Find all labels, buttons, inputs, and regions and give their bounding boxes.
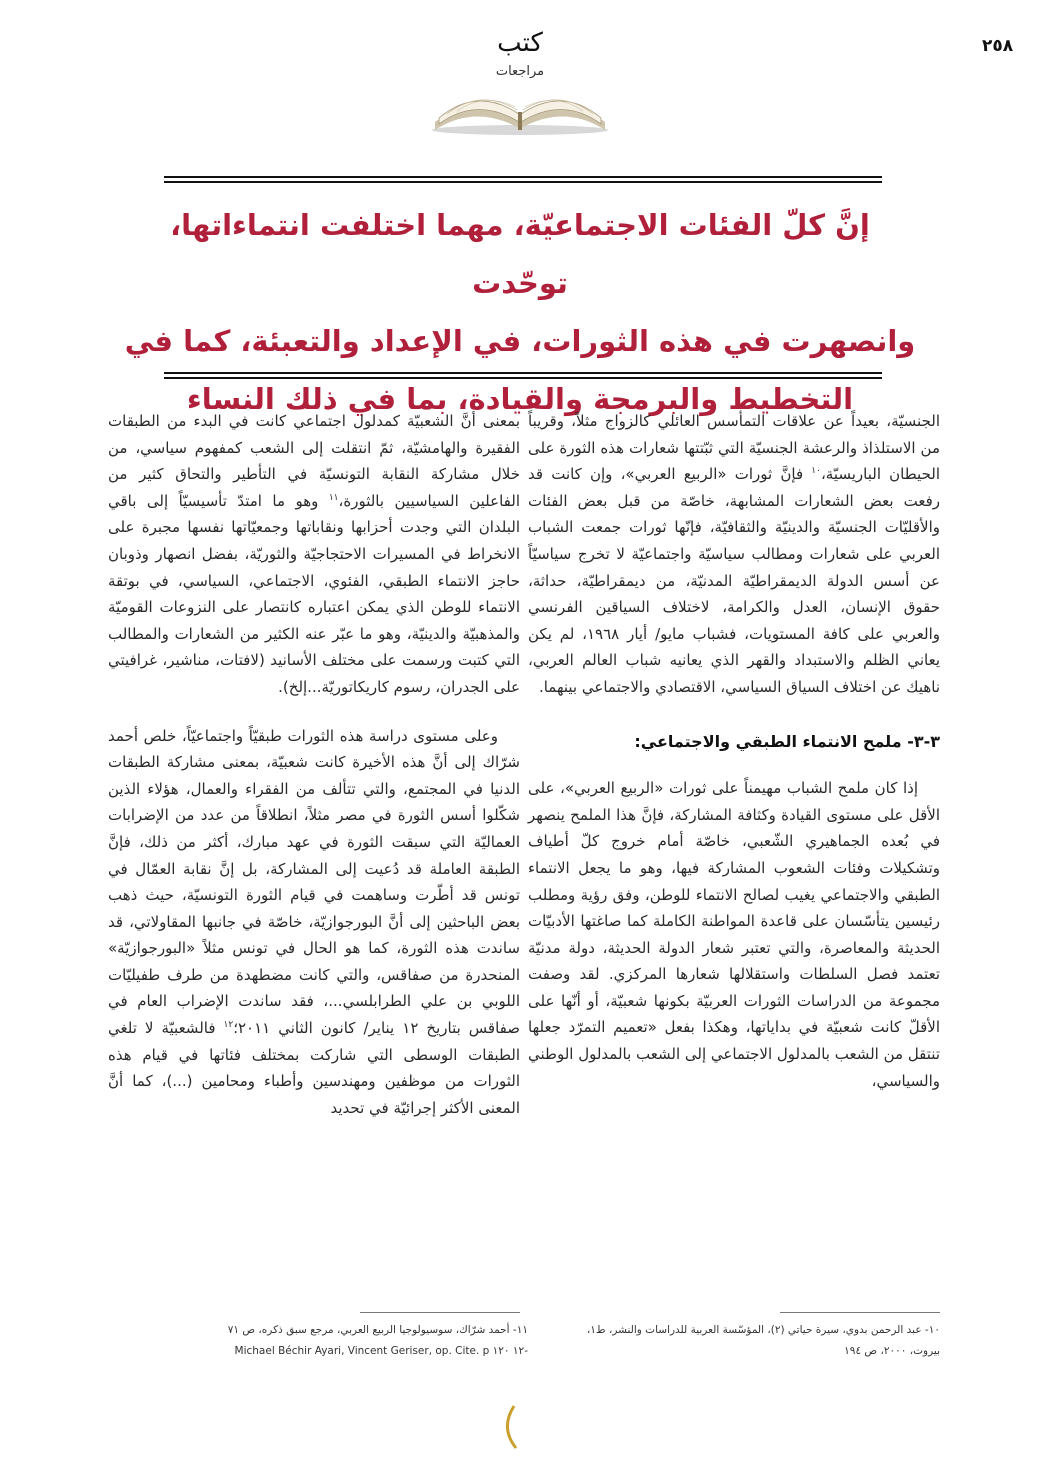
body-paragraph: الجنسيّة، بعيداً عن علاقات التمأسس العائلي كالزواج مثلاً، وقريباً من الاستلذاذ والرعشة الجنسيّة التي ثبّتتها شعارات هذه الثورة على الحيطان الباريسيّة،$^{١٠}$ فإنَّ ثورات «الربيع العربي»، وإن كانت قد رفعت بعض الشعارات المشابهة، خاصّة من قبل بعض الفئات والأقليّات الجنسيّة والدينيّة والثقافيّة، فإنّها ثورات جمعت الشباب العربي على شعارات ومطالب سياسيّة واجتماعيّة لا تخرج سياسيّاً عن أسس الدولة الديمقراطيّة المدنيّة، من ديمقراطيّة، حداثة، حقوق الإنسان، العدل والكرامة، لاختلاف السياقين الفرنسي والعربي على كافة المستويات، فشباب مايو/ أيار ١٩٦٨، لم يكن يعاني الظلم والاستبداد والقهر الذي يعانيه شباب العالم العربي، ناهيك عن اختلاف السياق السياسي، الاقتصادي والاجتماعي بينهما.	[528, 412, 940, 696]
pull-quote	[120, 196, 920, 428]
mid-rule-2	[164, 377, 882, 379]
footnote: ١١- أحمد شرّاك، سوسيولوجيا الربيع العربي، مرجع سبق ذكره، ص ٧١	[227, 1324, 528, 1336]
footnote-ref: ١٢	[223, 1020, 234, 1031]
mid-rule-1	[164, 372, 882, 374]
right-column	[528, 408, 940, 1094]
footnote-rule-right	[780, 1312, 940, 1313]
footnote: بيروت، ٢٠٠٠، ص ١٩٤	[844, 1345, 940, 1357]
footnote-text: Michael Béchir Ayari, Vincent Geriser, op. Cite. p ١٢٠	[234, 1345, 510, 1357]
footnote-ref: ١١	[328, 492, 339, 503]
body-paragraph: بمعنى أنَّ الشعبيّة كمدلول اجتماعي كانت في البدء من الطبقات الفقيرة والهامشيّة، ثمّ انتقلت إلى الشعب كمفهوم سياسي، من خلال مشاركة النقابة التونسيّة في التأطير والتحاق كثير من الفاعلين السياسيين بالثورة،$^{١١}$ وهو ما امتدّ تأسيسيّاً إلى باقي البلدان التي وجدت أحزابها ونقاباتها وجمعيّاتها نفسها مجبرة على الانخراط في المسيرات الاحتجاجيّة والثوريّة، بفضل انصهار وذوبان حاجز الانتماء الطبقي، الفئوي، الاجتماعي، السياسي، في بوتقة الانتماء للوطن الذي يمكن اعتباره كانتصار على النزوعات القوميّة والمذهبيّة والدينيّة، وهو ما عبّر عنه الكثير من الشعارات والمطالب التي كتبت ورسمت على مختلف الأسانيد (لافتات، مناشير، غرافيتي على الجدران، رسوم كاريكاتوريّة...إلخ).	[108, 412, 520, 696]
section-subtitle: مراجعات	[495, 64, 545, 79]
footnote: ١٠- عبد الرحمن بدوي، سيرة حياتي (٢)، المؤسّسة العربية للدراسات والنشر، ط١،	[586, 1324, 940, 1336]
footnote-rule-left	[360, 1312, 520, 1313]
section-title: كتب	[497, 28, 543, 58]
body-paragraph: وعلى مستوى دراسة هذه الثورات طبقيّاً واجتماعيّاً، خلص أحمد شرّاك إلى أنَّ هذه الأخيرة كانت شعبيّة، بمعنى مشاركة الطبقات الدنيا في المجتمع، والتي تتألف من الفقراء والعمال، هؤلاء الذين شكّلوا أسس الثورة في مصر مثلاً، انطلاقاً من عدد من الإضرابات العماليّة التي سبقت الثورة في عهد مبارك، أكثر من ذلك، فإنَّ الطبقة العاملة قد دُعيت إلى المشاركة، بل إنَّ نقابة العمّال في تونس قد أطّرت وساهمت في قيام الثورة التونسيّة، حيث ذهب بعض الباحثين إلى أنَّ البورجوازيّة، خاصّة في جانبها المقاولاتي، قد ساندت هذه الثورة، كما هو الحال في تونس مثلاً «البورجوازيّة» المنحدرة من صفاقس، والتي كانت مضطهدة من طرف طفيليّات اللوبي بن علي الطرابلسي...، فقد ساندت الإضراب العام في صفاقس بتاريخ ١٢ يناير/ كانون الثاني ٢٠١١؛$^{١٢}$ فالشعبيّة لا تلغي الطبقات الوسطى التي شاركت بمختلف فئاتها في قيام هذه الثورات من موظفين ومهندسين وأطباء ومحامين (...)، كما أنَّ المعنى الأكثر إجرائيّة في تحديد	[108, 726, 520, 1117]
left-column	[108, 408, 520, 1121]
top-rule-2	[164, 181, 882, 183]
pull-quote-line: وانصهرت في هذه الثورات، في الإعداد والتعبئة، كما في	[124, 324, 916, 358]
body-paragraph: إذا كان ملمح الشباب مهيمناً على ثورات «الربيع العربي»، على الأقل على مستوى القيادة وكثافة المشاركة، فإنَّ هذا الملمح ينصهر في بُعده الجماهيري الشّعبي، خاصّة أمام خروج كلّ أطياف وتشكيلات وفئات الشعوب المشاركة فيها، وهو ما يجعل الانتماء الطبقي والاجتماعي يغيب لصالح الانتماء للوطن، وفق رؤية ومطلب رئيسين يتأسّسان على قاعدة المواطنة الكاملة كما صاغتها الأدبيّات الحديثة والمعاصرة، والتي تعتبر شعار الدولة الحديثة، دولة مدنيّة تعتمد فصل السلطات واستقلالها شعارها المركزي. لقد وصفت مجموعة من الدراسات الثورات العربيّة بكونها شعبيّة، أو أنّها على الأقلّ كانت شعبيّة في بداياتها، وهكذا بفعل «تعميم التمرّد جعلها تنتقل من الشعب بالمدلول الاجتماعي إلى الشعب بالمدلول الوطني والسياسي،	[527, 779, 940, 1090]
footnote	[108, 1341, 528, 1362]
top-rule-1	[164, 176, 882, 178]
footnotes-left	[108, 1320, 528, 1362]
pull-quote-line: إنَّ كلّ الفئات الاجتماعيّة، مهما اختلفت انتماءاتها، توحّدت	[170, 208, 870, 300]
footnote-number: -١٢	[512, 1345, 528, 1357]
pull-quote-line: التخطيط والبرمجة والقيادة، بما في ذلك النساء	[186, 382, 854, 416]
page-number: ٢٥٨	[982, 36, 1014, 56]
subheading: ٣-٣- ملمح الانتماء الطبقي والاجتماعي:	[634, 731, 940, 751]
dhawat-50-logo	[470, 1380, 590, 1458]
footnotes-right	[520, 1320, 940, 1362]
footnote-ref: ١٠	[811, 466, 821, 477]
open-book-icon	[427, 78, 613, 136]
